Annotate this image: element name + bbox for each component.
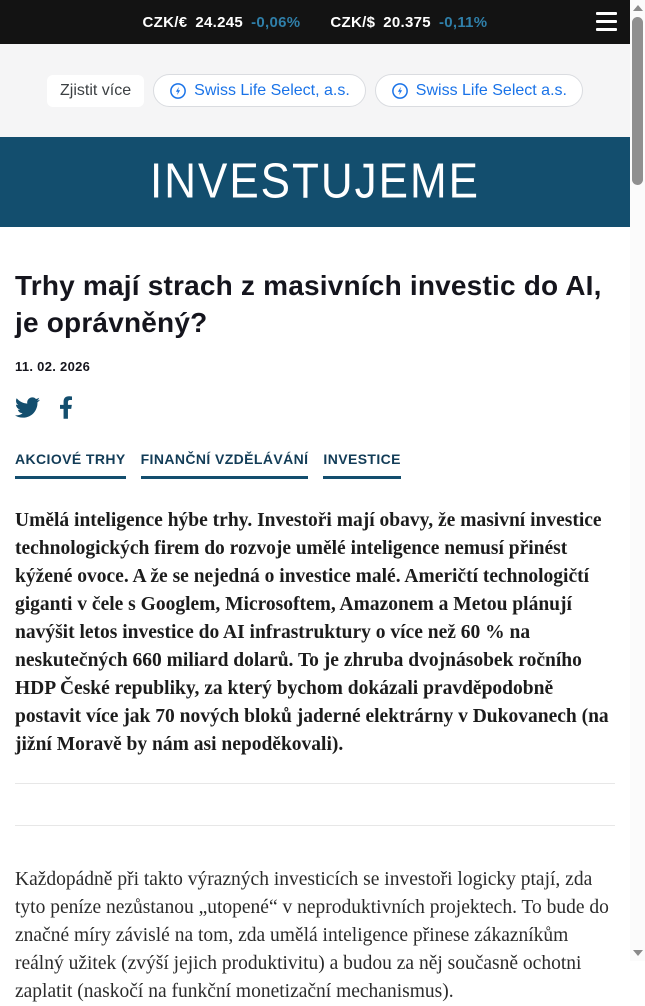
- tag-list: [15, 451, 615, 479]
- scrollbar[interactable]: [630, 0, 645, 961]
- currency-topbar: [0, 0, 630, 44]
- article: [0, 227, 630, 1006]
- scrollbar-thumb[interactable]: [632, 17, 643, 185]
- tag-investice[interactable]: INVESTICE: [323, 451, 401, 479]
- rate-usd-change: -0,11%: [438, 13, 488, 31]
- divider-bottom: [15, 825, 615, 826]
- rate-usd-pair: CZK/$: [330, 13, 376, 31]
- tag-financni-vzdelavani[interactable]: FINANČNÍ VZDĚLÁVÁNÍ: [141, 451, 309, 479]
- rate-eur-pair: CZK/€: [142, 13, 188, 31]
- twitter-icon[interactable]: [15, 395, 40, 420]
- scrollbar-down-arrow-icon[interactable]: [630, 945, 645, 961]
- rate-usd-value: 20.375: [383, 13, 431, 31]
- article-title: Trhy mají strach z masivních investic do AI, je oprávněný?: [15, 270, 602, 338]
- tag-akciove-trhy[interactable]: AKCIOVÉ TRHY: [15, 451, 126, 479]
- site-logo-wordmark: INVESTUJEME: [149, 154, 481, 209]
- bolt-circle-icon: [169, 82, 187, 100]
- chip-swiss-life-2[interactable]: [375, 74, 583, 107]
- facebook-icon[interactable]: [59, 395, 73, 420]
- bolt-circle-icon: [391, 82, 409, 100]
- article-lead-paragraph: Umělá inteligence hýbe trhy. Investoři mají obavy, že masivní investice technologických firem do rozvoje umělé inteligence nemusí přinést kýžené ovoce. A že se nejedná o investice malé. Američtí technologičtí giganti v čele s Googlem, Microsoftem, Amazonem a Metou plánují navýšit letos investice do AI infrastruktury o více než 60 % na neskutečných 660 miliard dolarů. To je zhruba dvojnásobek ročního HDP České republiky, za který bychom dokázali pravděpodobně postavit více jak 70 nových bloků jaderné elektrárny v Dukovanech (na jižní Moravě by nám asi nepoděkovali).: [15, 509, 609, 755]
- share-bar: [15, 395, 615, 420]
- chip-bar: [0, 44, 630, 137]
- rate-usd: [330, 14, 487, 31]
- rate-eur-change: -0,06%: [251, 13, 301, 31]
- rate-eur-value: 24.245: [195, 13, 244, 31]
- article-date: 11. 02. 2026: [15, 358, 91, 374]
- ad-slot-empty: [15, 784, 615, 825]
- scrollbar-up-arrow-icon[interactable]: [630, 0, 645, 16]
- chip-swiss-life-1[interactable]: [153, 74, 366, 107]
- more-info-button[interactable]: Zjistit více: [47, 75, 144, 107]
- hamburger-icon[interactable]: [596, 12, 617, 31]
- article-body-paragraph: Každopádně při takto výrazných investicích se investoři logicky ptají, zda tyto peníze nezůstanou „utopené“ v neproduktivních projektech. To bude do značné míry závislé na tom, zda umělá inteligence přinese zákazníkům reálný užitek (zvýší jejich produktivitu) a budou za něj současně ochotni zaplatit (naskočí na funkční monetizační mechanismus).: [15, 868, 609, 1002]
- chip-label: Swiss Life Select, a.s.: [194, 81, 350, 99]
- site-banner[interactable]: [0, 137, 630, 227]
- chip-label: Swiss Life Select a.s.: [415, 81, 567, 99]
- rate-eur: [143, 14, 301, 31]
